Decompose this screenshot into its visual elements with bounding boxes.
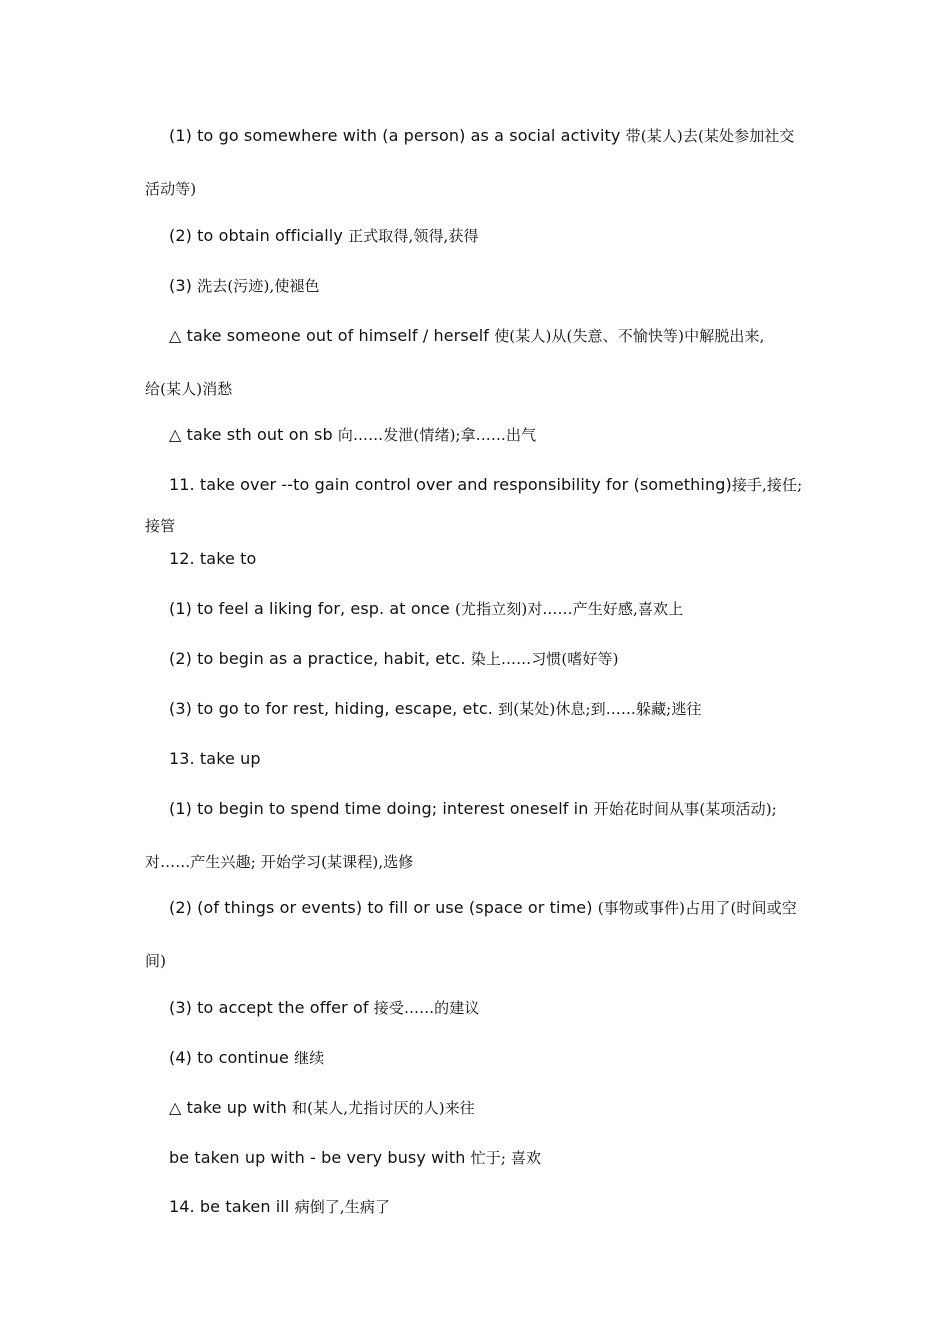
line-zh: (尤指立刻)对……产生好感,喜欢上 — [455, 600, 684, 618]
line-zh: 到(某处)休息;到……躲藏;逃往 — [498, 700, 702, 718]
line-take-to-1 — [169, 599, 683, 619]
line-take-over — [169, 475, 802, 495]
line-take-out-3 — [169, 276, 320, 296]
line-take-up-1 — [169, 799, 777, 819]
line-take-to-3 — [169, 699, 702, 719]
line-en: 12. take to — [169, 549, 257, 568]
line-zh: 开始花时间从事(某项活动); — [593, 800, 777, 818]
line-zh: 接管 — [145, 517, 176, 535]
line-en: (2) to obtain officially — [169, 226, 349, 245]
line-zh: 洗去(污迹),使褪色 — [197, 277, 320, 295]
line-take-someone-out — [169, 326, 764, 346]
line-en: be taken up with - be very busy with — [169, 1148, 471, 1167]
line-take-up-heading — [169, 749, 261, 769]
line-en: △ take sth out on sb — [169, 425, 338, 444]
line-zh: 忙于; 喜欢 — [470, 1149, 542, 1167]
line-en: (3) — [169, 276, 198, 295]
line-zh: 和(某人,尤指讨厌的人)来往 — [292, 1099, 475, 1117]
line-en: (3) to go to for rest, hiding, escape, etc. — [169, 699, 499, 718]
line-en: (2) (of things or events) to fill or use (space or time) — [169, 898, 598, 917]
line-take-up-2 — [169, 898, 797, 918]
line-en: (4) to continue — [169, 1048, 295, 1067]
line-zh: 继续 — [294, 1049, 325, 1067]
line-take-out-1-cont — [145, 179, 196, 199]
line-en: (3) to accept the offer of — [169, 998, 374, 1017]
line-zh: 向……发泄(情绪);拿……出气 — [337, 426, 537, 444]
line-take-up-2-cont — [145, 951, 166, 971]
line-zh: (事物或事件)占用了(时间或空 — [597, 899, 797, 917]
line-be-taken-up-with — [169, 1148, 541, 1168]
line-zh: 使(某人)从(失意、不愉快等)中解脱出来, — [494, 327, 765, 345]
line-en: 13. take up — [169, 749, 261, 768]
line-zh: 接受……的建议 — [373, 999, 480, 1017]
line-en: (1) to begin to spend time doing; interest oneself in — [169, 799, 594, 818]
line-take-up-with — [169, 1098, 475, 1118]
line-be-taken-ill — [169, 1197, 390, 1217]
line-take-up-4 — [169, 1048, 324, 1068]
line-zh: 接手,接任; — [731, 476, 803, 494]
line-zh: 染上……习惯(嗜好等) — [470, 650, 619, 668]
line-zh: 病倒了,生病了 — [294, 1198, 391, 1216]
line-take-sth-out-on — [169, 425, 536, 445]
line-en: 11. take over --to gain control over and responsibility for (something) — [169, 475, 732, 494]
line-en: (1) to go somewhere with (a person) as a social activity — [169, 126, 626, 145]
line-take-up-1-cont — [145, 852, 413, 872]
line-take-to-heading — [169, 549, 256, 569]
line-zh: 给(某人)消愁 — [145, 380, 233, 398]
line-zh: 间) — [145, 952, 167, 970]
line-en: 14. be taken ill — [169, 1197, 295, 1216]
line-take-someone-out-cont — [145, 379, 232, 399]
line-en: △ take someone out of himself / herself — [169, 326, 495, 345]
line-zh: 带(某人)去(某处参加社交 — [625, 127, 795, 145]
line-en: △ take up with — [169, 1098, 293, 1117]
line-en: (2) to begin as a practice, habit, etc. — [169, 649, 471, 668]
line-take-up-3 — [169, 998, 479, 1018]
line-take-out-1 — [169, 126, 795, 146]
line-take-over-cont — [145, 516, 175, 536]
line-zh: 正式取得,领得,获得 — [348, 227, 479, 245]
line-take-to-2 — [169, 649, 619, 669]
line-en: (1) to feel a liking for, esp. at once — [169, 599, 456, 618]
line-take-out-2 — [169, 226, 479, 246]
line-zh: 活动等) — [145, 180, 197, 198]
line-zh: 对……产生兴趣; 开始学习(某课程),选修 — [145, 853, 414, 871]
